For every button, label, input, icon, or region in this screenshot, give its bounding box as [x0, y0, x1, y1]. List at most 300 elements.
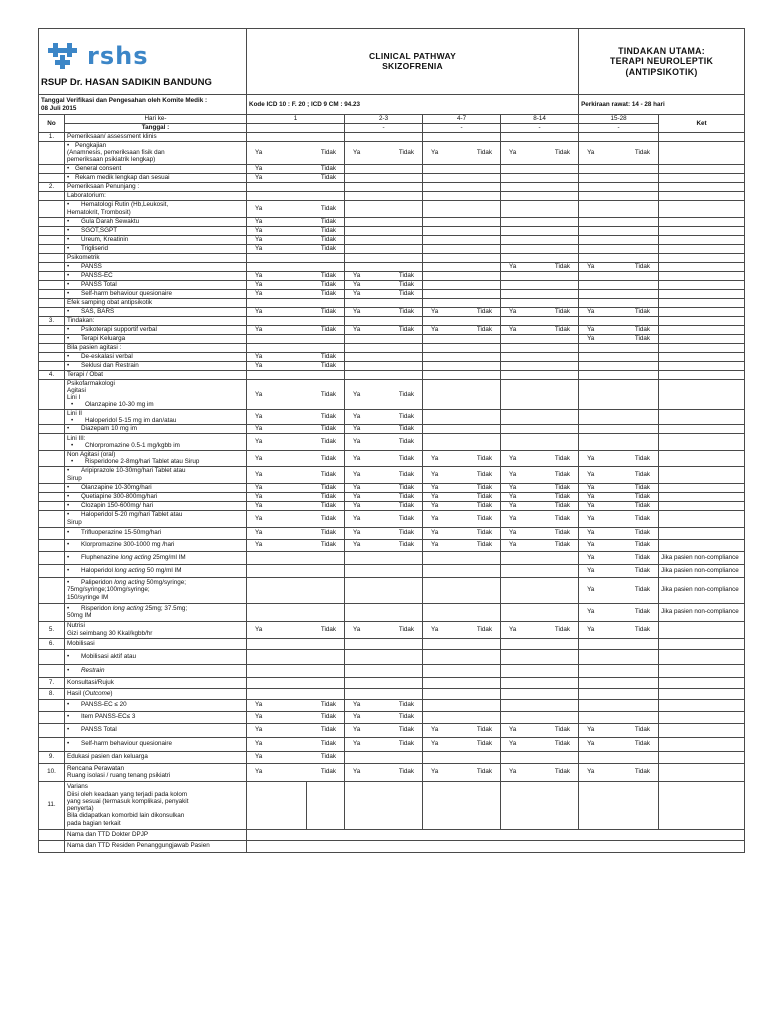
ya-option[interactable]: Ya — [587, 586, 595, 594]
tidak-option[interactable]: Tidak — [320, 362, 337, 370]
ya-option[interactable]: Ya — [431, 492, 439, 500]
tidak-option[interactable]: Tidak — [476, 726, 493, 734]
tidak-option[interactable]: Tidak — [634, 492, 651, 500]
ya-option[interactable]: Ya — [353, 454, 361, 462]
tidak-option[interactable]: Tidak — [634, 501, 651, 509]
ya-option[interactable]: Ya — [431, 454, 439, 462]
ya-option[interactable]: Ya — [353, 514, 361, 522]
ket-cell — [659, 425, 745, 434]
ya-option[interactable]: Ya — [255, 353, 263, 361]
tidak-option[interactable]: Tidak — [320, 236, 337, 244]
tidak-option[interactable]: Tidak — [398, 541, 415, 549]
day-3-cell — [423, 379, 501, 409]
tidak-option[interactable]: Tidak — [476, 541, 493, 549]
day-5-cell — [579, 501, 659, 510]
ket-cell — [659, 235, 745, 244]
ya-option[interactable]: Ya — [353, 272, 361, 280]
tidak-option[interactable]: Tidak — [320, 541, 337, 549]
tidak-option[interactable]: Tidak — [398, 149, 415, 157]
tidak-option[interactable]: Tidak — [398, 281, 415, 289]
tidak-option[interactable]: Tidak — [476, 625, 493, 633]
ya-option[interactable]: Ya — [255, 165, 263, 173]
ya-option[interactable]: Ya — [587, 326, 595, 334]
tidak-option[interactable]: Tidak — [634, 335, 651, 343]
ya-option[interactable]: Ya — [255, 308, 263, 316]
title-line-1: CLINICAL PATHWAY — [368, 50, 457, 61]
ya-option[interactable]: Ya — [509, 529, 517, 537]
ya-tidak-options — [249, 245, 342, 252]
tidak-option[interactable]: Tidak — [634, 308, 651, 316]
ya-option[interactable]: Ya — [431, 541, 439, 549]
ya-option[interactable]: Ya — [431, 625, 439, 633]
tidak-option[interactable]: Tidak — [634, 608, 651, 616]
day-3-cell — [423, 361, 501, 370]
tidak-option[interactable]: Tidak — [398, 726, 415, 734]
tidak-option[interactable]: Tidak — [476, 454, 493, 462]
ya-option[interactable]: Ya — [509, 514, 517, 522]
ket-cell — [659, 379, 745, 409]
section-label: Rencana Perawatan Ruang isolasi / ruang tenang psikiatri — [65, 763, 247, 781]
drug-dose: 25mg/ml IM — [151, 553, 186, 561]
ya-option[interactable]: Ya — [587, 263, 595, 271]
ya-option[interactable]: Ya — [353, 290, 361, 298]
tidak-option[interactable]: Tidak — [398, 326, 415, 334]
ya-option[interactable]: Ya — [509, 501, 517, 509]
ya-option[interactable]: Ya — [353, 726, 361, 734]
row-label: Non Agitasi (oral) — [67, 451, 116, 459]
ya-option[interactable]: Ya — [431, 326, 439, 334]
tidak-option[interactable]: Tidak — [476, 149, 493, 157]
signature-field[interactable] — [247, 840, 745, 852]
ya-option[interactable]: Ya — [255, 227, 263, 235]
tidak-option[interactable]: Tidak — [320, 165, 337, 173]
ya-option[interactable]: Ya — [255, 425, 263, 433]
ya-tidak-options — [581, 471, 656, 478]
tidak-option[interactable]: Tidak — [634, 514, 651, 522]
ya-option[interactable]: Ya — [255, 149, 263, 157]
ya-option[interactable]: Ya — [587, 553, 595, 561]
ya-option[interactable]: Ya — [353, 529, 361, 537]
tidak-option[interactable]: Tidak — [398, 470, 415, 478]
tidak-option[interactable]: Tidak — [554, 740, 571, 748]
ya-option[interactable]: Ya — [353, 740, 361, 748]
day-5-cell — [579, 763, 659, 781]
tidak-option[interactable]: Tidak — [634, 566, 651, 574]
ya-option[interactable]: Ya — [431, 768, 439, 776]
tidak-option[interactable]: Tidak — [554, 470, 571, 478]
tidak-option[interactable]: Tidak — [398, 454, 415, 462]
ya-option[interactable]: Ya — [255, 218, 263, 226]
ket-cell — [659, 466, 745, 483]
ya-option[interactable]: Ya — [353, 425, 361, 433]
ya-option[interactable]: Ya — [587, 470, 595, 478]
ya-tidak-options — [581, 541, 656, 548]
tidak-option[interactable]: Tidak — [634, 541, 651, 549]
row-label: • Gula Darah Sewaktu — [65, 217, 247, 226]
row-label: • Seklusi dan Restrain — [65, 361, 247, 370]
tidak-option[interactable]: Tidak — [398, 438, 415, 446]
day-4-cell — [501, 564, 579, 577]
day-4-cell — [501, 737, 579, 751]
tidak-option[interactable]: Tidak — [476, 308, 493, 316]
ya-option[interactable]: Ya — [587, 149, 595, 157]
ya-tidak-options — [503, 326, 576, 333]
tidak-option[interactable]: Tidak — [554, 149, 571, 157]
tidak-option[interactable]: Tidak — [398, 483, 415, 491]
ya-option[interactable]: Ya — [255, 768, 263, 776]
ya-option[interactable]: Ya — [255, 625, 263, 633]
day-5-cell — [579, 226, 659, 235]
section-no: 9. — [39, 751, 65, 763]
ya-option[interactable]: Ya — [255, 470, 263, 478]
section-10 — [39, 763, 745, 781]
tidak-option[interactable]: Tidak — [320, 149, 337, 157]
ya-option[interactable]: Ya — [255, 454, 263, 462]
ya-option[interactable]: Ya — [255, 492, 263, 500]
tidak-option[interactable]: Tidak — [398, 768, 415, 776]
tidak-option[interactable]: Tidak — [320, 726, 337, 734]
tidak-option[interactable]: Tidak — [634, 149, 651, 157]
day-1-cell — [247, 551, 345, 564]
row-label: • Haloperidol 5-20 mg/hari Tablet atau Sirup — [65, 510, 247, 527]
ya-option[interactable]: Ya — [587, 501, 595, 509]
ya-option[interactable]: Ya — [587, 625, 595, 633]
ya-option[interactable]: Ya — [255, 740, 263, 748]
tidak-option[interactable]: Tidak — [320, 205, 337, 213]
ya-option[interactable]: Ya — [353, 308, 361, 316]
tidak-option[interactable]: Tidak — [554, 726, 571, 734]
day-1-cell — [247, 751, 345, 763]
row-label: • PANSS Total — [65, 723, 247, 737]
day-3-cell — [423, 142, 501, 165]
ya-option[interactable]: Ya — [509, 326, 517, 334]
ya-option[interactable]: Ya — [353, 483, 361, 491]
tidak-option[interactable]: Tidak — [320, 245, 337, 253]
day-5-cell — [579, 577, 659, 603]
ya-option[interactable]: Ya — [255, 236, 263, 244]
tidak-option[interactable]: Tidak — [634, 740, 651, 748]
tidak-option[interactable]: Tidak — [554, 529, 571, 537]
ya-option[interactable]: Ya — [509, 454, 517, 462]
ya-option[interactable]: Ya — [431, 740, 439, 748]
ya-option[interactable]: Ya — [509, 483, 517, 491]
ket-cell — [659, 262, 745, 271]
day-4-cell — [501, 425, 579, 434]
ya-option[interactable]: Ya — [353, 713, 361, 721]
ya-option[interactable]: Ya — [587, 541, 595, 549]
tidak-option[interactable]: Tidak — [398, 390, 415, 398]
day-5-cell — [579, 483, 659, 492]
rshs-logo-icon — [45, 41, 85, 71]
ya-option[interactable]: Ya — [255, 713, 263, 721]
tidak-option[interactable]: Tidak — [320, 174, 337, 182]
day-3-cell — [423, 711, 501, 723]
date-day-1 — [247, 124, 345, 133]
ya-option[interactable]: Ya — [353, 149, 361, 157]
ya-option[interactable]: Ya — [509, 740, 517, 748]
sub-heading — [39, 343, 745, 352]
ya-option[interactable]: Ya — [353, 470, 361, 478]
tidak-option[interactable]: Tidak — [398, 492, 415, 500]
ya-option[interactable]: Ya — [353, 390, 361, 398]
ket-cell — [659, 527, 745, 539]
tidak-option[interactable]: Tidak — [554, 454, 571, 462]
ya-option[interactable]: Ya — [587, 335, 595, 343]
tidak-option[interactable]: Tidak — [320, 740, 337, 748]
tidak-option[interactable]: Tidak — [554, 492, 571, 500]
day-3-cell — [423, 483, 501, 492]
tidak-option[interactable]: Tidak — [554, 308, 571, 316]
ya-option[interactable]: Ya — [255, 245, 263, 253]
ya-option[interactable]: Ya — [587, 740, 595, 748]
tidak-option[interactable]: Tidak — [634, 726, 651, 734]
day-2-cell — [345, 527, 423, 539]
day-1-cell — [247, 271, 345, 280]
ya-option[interactable]: Ya — [587, 768, 595, 776]
ya-option[interactable]: Ya — [509, 308, 517, 316]
tidak-option[interactable]: Tidak — [398, 713, 415, 721]
day-2-cell — [345, 737, 423, 751]
tidak-option[interactable]: Tidak — [320, 492, 337, 500]
ya-option[interactable]: Ya — [255, 501, 263, 509]
section-1 — [39, 133, 745, 142]
ya-option[interactable]: Ya — [353, 701, 361, 709]
section-no: 5. — [39, 621, 65, 638]
ya-option[interactable]: Ya — [255, 174, 263, 182]
ya-option[interactable]: Ya — [509, 492, 517, 500]
tidak-option[interactable]: Tidak — [634, 263, 651, 271]
tidak-option[interactable]: Tidak — [320, 470, 337, 478]
ya-option[interactable]: Ya — [587, 514, 595, 522]
ya-option[interactable]: Ya — [509, 470, 517, 478]
tidak-option[interactable]: Tidak — [320, 272, 337, 280]
ya-option[interactable]: Ya — [353, 438, 361, 446]
ya-option[interactable]: Ya — [587, 529, 595, 537]
tidak-option[interactable]: Tidak — [320, 454, 337, 462]
table-row — [39, 711, 745, 723]
ya-tidak-options — [425, 726, 498, 733]
tidak-option[interactable]: Tidak — [320, 753, 337, 761]
tidak-option[interactable]: Tidak — [476, 768, 493, 776]
ya-tidak-options — [503, 484, 576, 491]
row-label: • Aripiprazole 10-30mg/hari Tablet atau Sirup — [65, 466, 247, 483]
day-1-cell — [247, 352, 345, 361]
signature-field[interactable] — [247, 829, 745, 840]
ya-option[interactable]: Ya — [255, 290, 263, 298]
row-label: • Trigliserid — [65, 244, 247, 253]
ya-option[interactable]: Ya — [509, 149, 517, 157]
ya-option[interactable]: Ya — [587, 608, 595, 616]
row-label: Laboratorium: — [65, 191, 247, 200]
ya-option[interactable]: Ya — [353, 326, 361, 334]
tidak-option[interactable]: Tidak — [476, 501, 493, 509]
ya-option[interactable]: Ya — [255, 326, 263, 334]
tidak-option[interactable]: Tidak — [554, 326, 571, 334]
tidak-option[interactable]: Tidak — [476, 529, 493, 537]
tidak-option[interactable]: Tidak — [634, 586, 651, 594]
tidak-option[interactable]: Tidak — [320, 326, 337, 334]
tidak-option[interactable]: Tidak — [634, 553, 651, 561]
ya-option[interactable]: Ya — [353, 768, 361, 776]
tidak-option[interactable]: Tidak — [320, 218, 337, 226]
tidak-option[interactable]: Tidak — [554, 768, 571, 776]
tidak-option[interactable]: Tidak — [320, 353, 337, 361]
day-3-cell — [423, 409, 501, 424]
ya-option[interactable]: Ya — [509, 768, 517, 776]
tidak-option[interactable]: Tidak — [634, 529, 651, 537]
tidak-option[interactable]: Tidak — [634, 326, 651, 334]
table-row — [39, 361, 745, 370]
tidak-option[interactable]: Tidak — [634, 483, 651, 491]
table-row — [39, 492, 745, 501]
day-4-cell — [501, 200, 579, 217]
ya-option[interactable]: Ya — [431, 529, 439, 537]
ya-option[interactable]: Ya — [431, 514, 439, 522]
table-row — [39, 262, 745, 271]
tidak-option[interactable]: Tidak — [320, 768, 337, 776]
ya-option[interactable]: Ya — [255, 701, 263, 709]
ya-option[interactable]: Ya — [509, 263, 517, 271]
tidak-option[interactable]: Tidak — [320, 625, 337, 633]
ya-option[interactable]: Ya — [255, 413, 263, 421]
tidak-option[interactable]: Tidak — [554, 514, 571, 522]
col-day-1: 1 — [247, 115, 345, 124]
day-4-cell — [501, 334, 579, 343]
ya-option[interactable]: Ya — [255, 541, 263, 549]
ya-option[interactable]: Ya — [255, 281, 263, 289]
ket-cell — [659, 142, 745, 165]
section-11 — [39, 781, 745, 829]
tidak-option[interactable]: Tidak — [398, 290, 415, 298]
tidak-option[interactable]: Tidak — [398, 625, 415, 633]
tidak-option[interactable]: Tidak — [634, 768, 651, 776]
tidak-option[interactable]: Tidak — [476, 326, 493, 334]
row-label: • Chlorpromazine 0.5-1 mg/kgbb im — [67, 442, 244, 449]
tidak-option[interactable]: Tidak — [320, 529, 337, 537]
row-label-group — [65, 379, 247, 409]
tidak-option[interactable]: Tidak — [476, 740, 493, 748]
ya-option[interactable]: Ya — [353, 501, 361, 509]
ya-tidak-options — [347, 272, 420, 279]
tidak-option[interactable]: Tidak — [398, 272, 415, 280]
section-label — [65, 688, 247, 699]
ya-option[interactable]: Ya — [431, 726, 439, 734]
tidak-option[interactable]: Tidak — [398, 514, 415, 522]
ya-tidak-options — [347, 290, 420, 297]
drug-dose: 25mg; 37.5mg; 50mg IM — [67, 604, 188, 620]
tidak-option[interactable]: Tidak — [554, 483, 571, 491]
tidak-option[interactable]: Tidak — [320, 713, 337, 721]
ya-option[interactable]: Ya — [587, 454, 595, 462]
ya-option[interactable]: Ya — [255, 205, 263, 213]
tidak-option[interactable]: Tidak — [476, 514, 493, 522]
ya-option[interactable]: Ya — [255, 483, 263, 491]
tidak-option[interactable]: Tidak — [634, 470, 651, 478]
day-4-cell — [501, 271, 579, 280]
tidak-option[interactable]: Tidak — [398, 701, 415, 709]
row-label: • Rekam medik lengkap dan sesuai — [65, 173, 247, 182]
tidak-option[interactable]: Tidak — [476, 492, 493, 500]
tidak-option[interactable]: Tidak — [320, 308, 337, 316]
tidak-option[interactable]: Tidak — [320, 483, 337, 491]
ya-option[interactable]: Ya — [431, 501, 439, 509]
ya-tidak-options — [503, 471, 576, 478]
tidak-option[interactable]: Tidak — [320, 390, 337, 398]
tidak-option[interactable]: Tidak — [554, 263, 571, 271]
ya-option[interactable]: Ya — [587, 492, 595, 500]
tidak-option[interactable]: Tidak — [320, 438, 337, 446]
ya-option[interactable]: Ya — [353, 281, 361, 289]
ya-option[interactable]: Ya — [255, 438, 263, 446]
ya-option[interactable]: Ya — [509, 726, 517, 734]
ya-option[interactable]: Ya — [431, 308, 439, 316]
tidak-option[interactable]: Tidak — [320, 425, 337, 433]
ya-option[interactable]: Ya — [431, 483, 439, 491]
tidak-option[interactable]: Tidak — [320, 227, 337, 235]
tidak-option[interactable]: Tidak — [398, 413, 415, 421]
tidak-option[interactable]: Tidak — [398, 501, 415, 509]
ya-option[interactable]: Ya — [255, 390, 263, 398]
section-no: 2. — [39, 182, 65, 191]
day-2-cell — [345, 539, 423, 551]
tidak-option[interactable]: Tidak — [634, 454, 651, 462]
tidak-option[interactable]: Tidak — [554, 625, 571, 633]
tidak-option[interactable]: Tidak — [320, 514, 337, 522]
ya-tidak-options — [249, 227, 342, 234]
ya-option[interactable]: Ya — [353, 492, 361, 500]
tidak-option[interactable]: Tidak — [554, 501, 571, 509]
ya-option[interactable]: Ya — [431, 470, 439, 478]
tidak-option[interactable]: Tidak — [398, 740, 415, 748]
ya-option[interactable]: Ya — [587, 308, 595, 316]
ya-option[interactable]: Ya — [431, 149, 439, 157]
ya-option[interactable]: Ya — [509, 541, 517, 549]
tidak-option[interactable]: Tidak — [320, 501, 337, 509]
ya-tidak-options — [581, 586, 656, 593]
ya-option[interactable]: Ya — [509, 625, 517, 633]
ya-option[interactable]: Ya — [255, 362, 263, 370]
day-4-cell — [501, 434, 579, 451]
ya-option[interactable]: Ya — [353, 541, 361, 549]
tidak-option[interactable]: Tidak — [320, 701, 337, 709]
ya-option[interactable]: Ya — [255, 272, 263, 280]
tidak-option[interactable]: Tidak — [398, 529, 415, 537]
ya-option[interactable]: Ya — [353, 413, 361, 421]
tidak-option[interactable]: Tidak — [398, 425, 415, 433]
ya-option[interactable]: Ya — [587, 566, 595, 574]
ya-option[interactable]: Ya — [353, 625, 361, 633]
tidak-option[interactable]: Tidak — [476, 483, 493, 491]
tidak-option[interactable]: Tidak — [476, 470, 493, 478]
day-5-cell — [579, 539, 659, 551]
ya-option[interactable]: Ya — [255, 726, 263, 734]
ya-option[interactable]: Ya — [587, 726, 595, 734]
day-3-cell — [423, 244, 501, 253]
ya-option[interactable]: Ya — [255, 514, 263, 522]
tidak-option[interactable]: Tidak — [554, 541, 571, 549]
ya-option[interactable]: Ya — [587, 483, 595, 491]
ya-option[interactable]: Ya — [255, 529, 263, 537]
day-1-cell — [247, 711, 345, 723]
table-row — [39, 510, 745, 527]
ya-option[interactable]: Ya — [255, 753, 263, 761]
tidak-option[interactable]: Tidak — [320, 281, 337, 289]
tidak-option[interactable]: Tidak — [398, 308, 415, 316]
tidak-option[interactable]: Tidak — [320, 413, 337, 421]
tidak-option[interactable]: Tidak — [320, 290, 337, 298]
tidak-option[interactable]: Tidak — [634, 625, 651, 633]
col-ket: Ket — [659, 115, 745, 133]
